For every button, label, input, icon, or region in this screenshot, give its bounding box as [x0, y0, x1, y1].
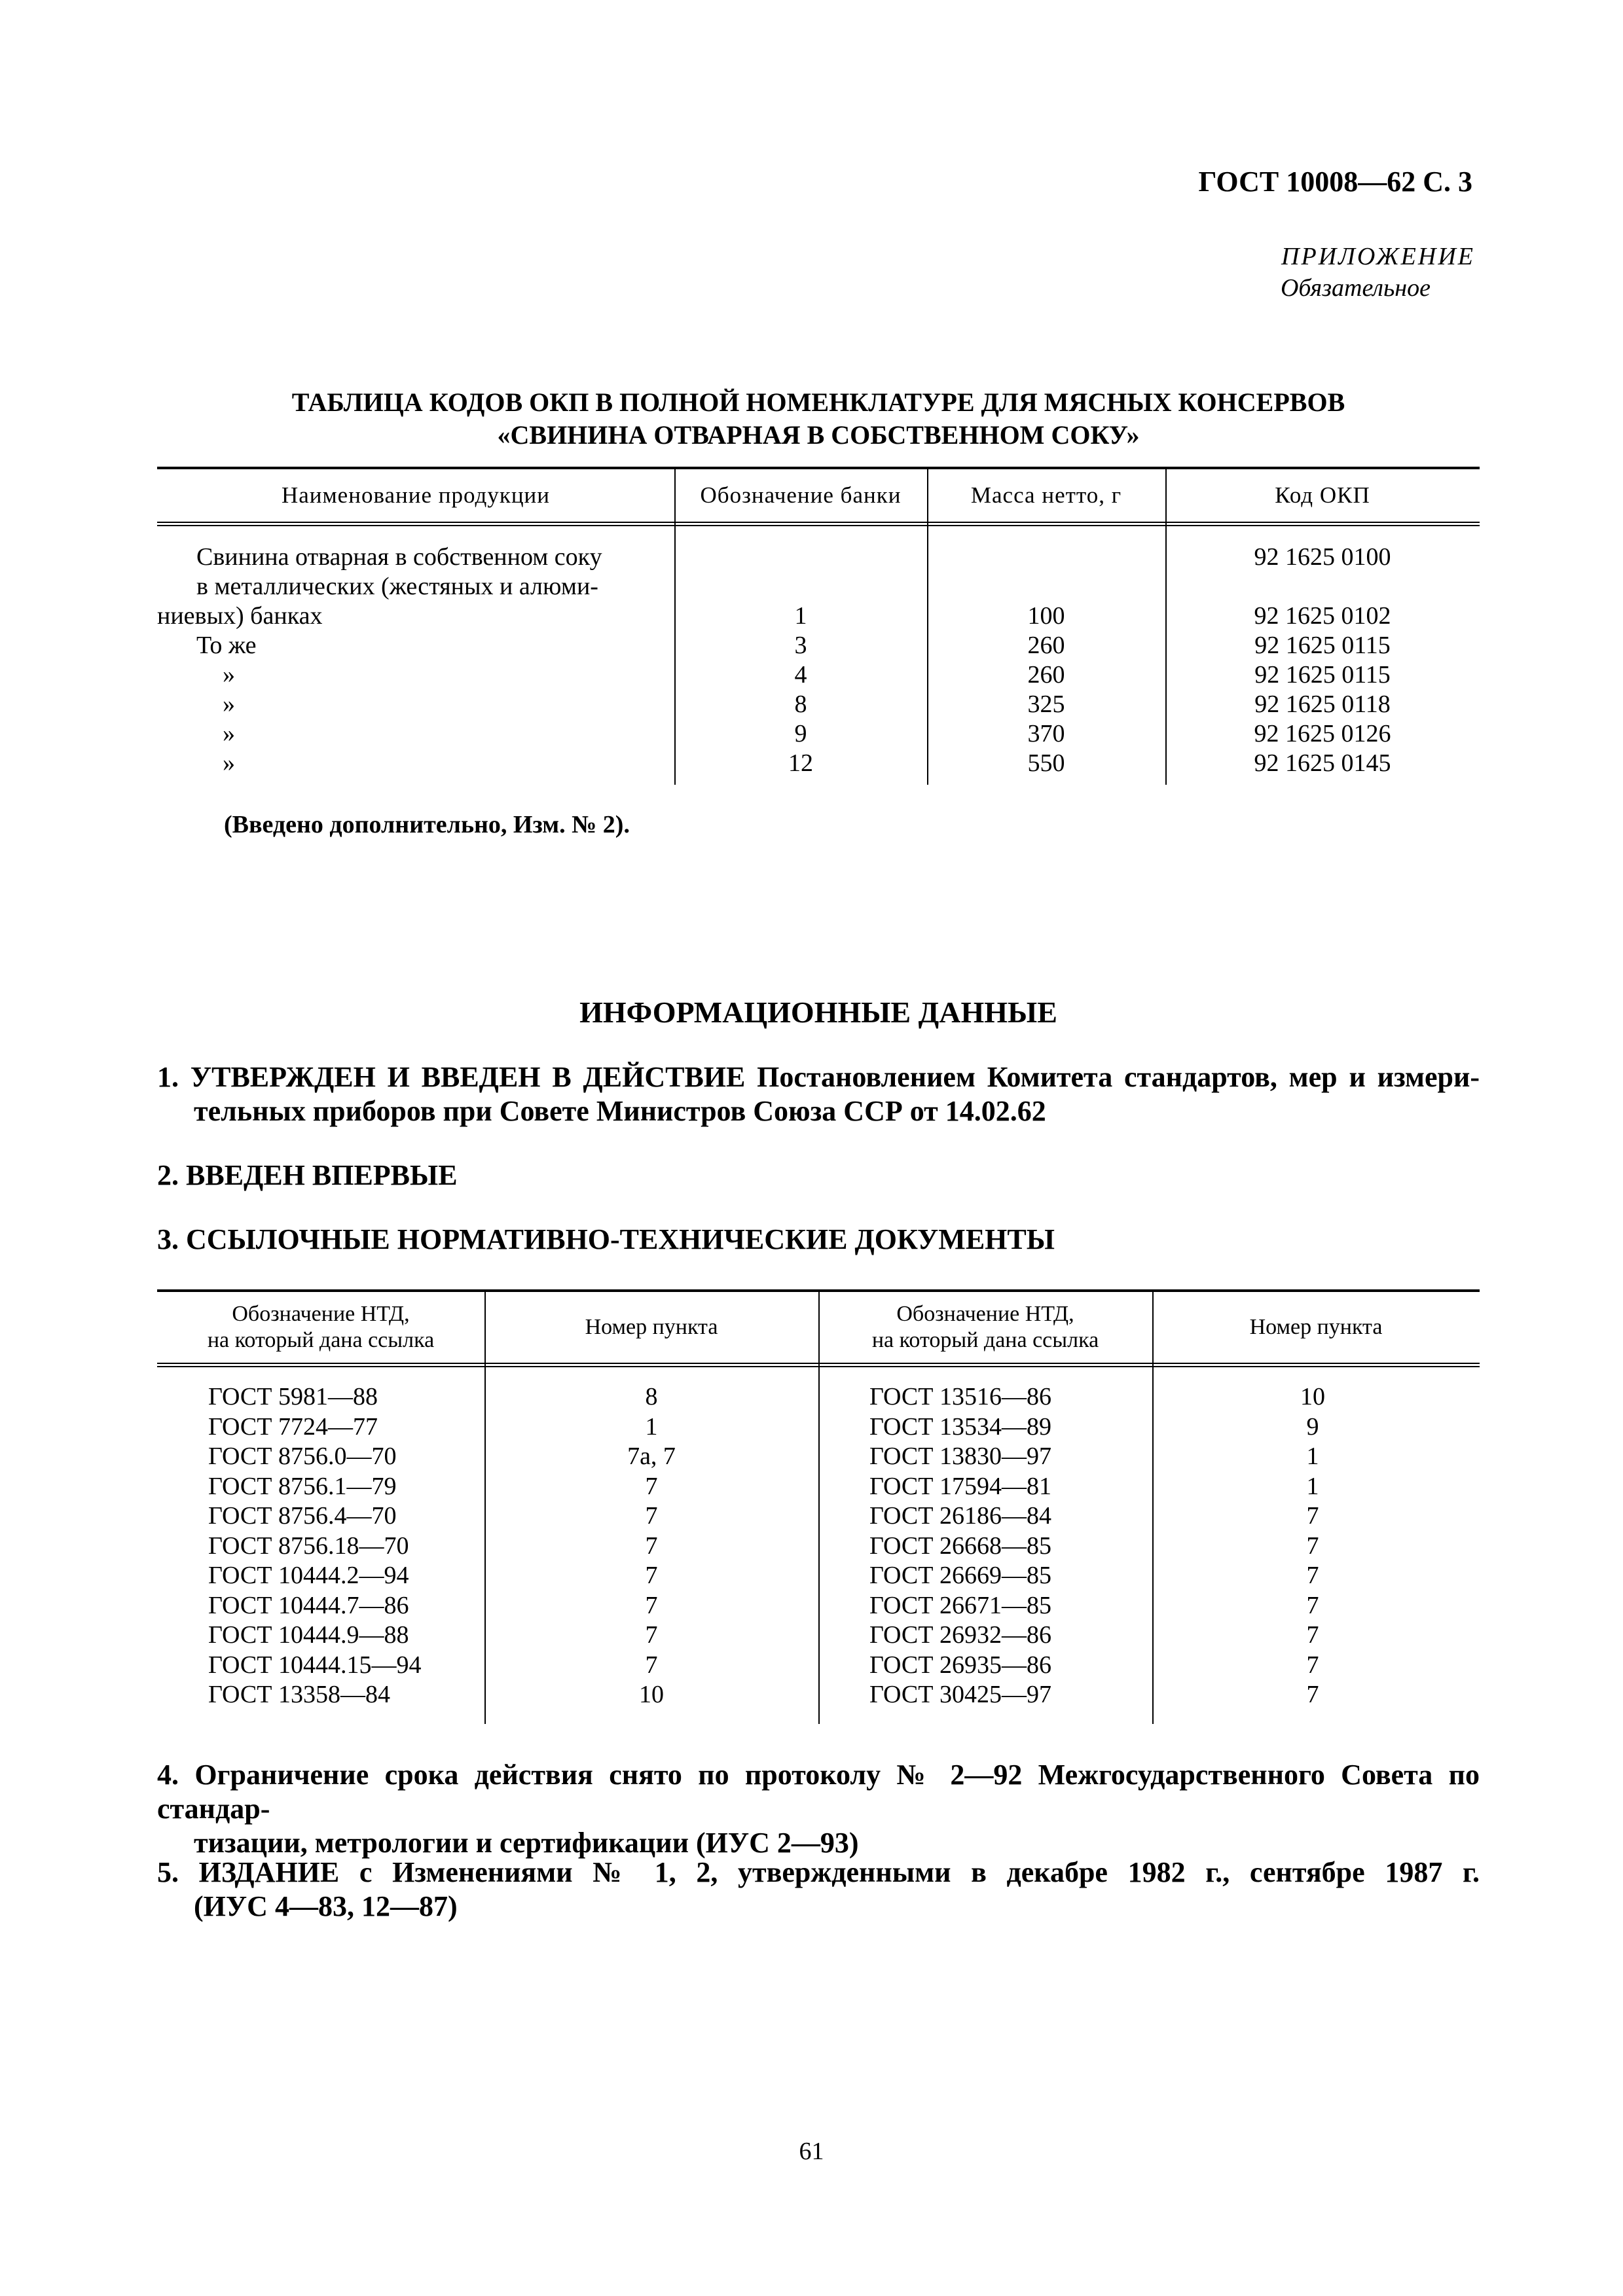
okp-code-cell: 92 1625 0145 [1254, 749, 1391, 777]
column-header-doc [818, 1292, 1152, 1363]
reference-item-cell: 7 [645, 1651, 658, 1679]
reference-item-cell: 7 [1306, 1502, 1319, 1530]
reference-doc-cell: ГОСТ 10444.7—86 [208, 1591, 409, 1619]
can-cell: 3 [794, 632, 807, 659]
okp-code-cell: 92 1625 0115 [1254, 632, 1391, 659]
column-header-code: Код ОКП [1275, 482, 1370, 508]
okp-code-cell: 92 1625 0100 [1254, 543, 1391, 571]
product-name-cell: » [223, 749, 235, 777]
product-name-cell: ниевых) банках [157, 602, 323, 630]
reference-item-cell: 7 [1306, 1591, 1319, 1619]
info-item-line: тизации, метрологии и сертификации (ИУС 2—93) [194, 1827, 859, 1859]
reference-doc-cell: ГОСТ 26669—85 [869, 1562, 1051, 1589]
reference-doc-cell: ГОСТ 17594—81 [869, 1472, 1051, 1500]
reference-item-cell: 7 [645, 1502, 658, 1530]
okp-code-cell: 92 1625 0118 [1254, 691, 1391, 718]
page-number: 61 [799, 2138, 824, 2165]
info-item-2: 2. ВВЕДЕН ВПЕРВЫЕ [157, 1159, 458, 1191]
info-item-line: 4. Ограничение срока действия снято по протоколу № 2—92 Межгосударственного Совета по стандар- [157, 1759, 1480, 1825]
reference-doc-cell: ГОСТ 26671—85 [869, 1591, 1051, 1619]
reference-item-cell: 1 [645, 1412, 658, 1441]
okp-table-title [157, 386, 1480, 452]
product-name-cell: » [223, 691, 235, 718]
info-item-line: 1. УТВЕРЖДЕН И ВВЕДЕН В ДЕЙСТВИЕ Постановлением Комитета стандартов, мер и измери- [157, 1061, 1480, 1093]
column-header-item: Номер пункта [1249, 1315, 1383, 1339]
product-name-cell: » [223, 720, 235, 747]
reference-doc-cell: ГОСТ 8756.1—79 [208, 1472, 397, 1500]
header-divider [157, 522, 1480, 526]
can-cell: 12 [788, 749, 813, 777]
reference-item-cell: 7 [1306, 1651, 1319, 1679]
reference-doc-cell: ГОСТ 26935—86 [869, 1651, 1051, 1679]
mass-cell: 100 [1027, 602, 1065, 630]
info-section-title: ИНФОРМАЦИОННЫЕ ДАННЫЕ [579, 996, 1057, 1029]
appendix-note: Обязательное [1280, 274, 1431, 302]
product-name-cell: в металлических (жестяных и алюми- [196, 573, 598, 600]
reference-item-cell: 8 [645, 1383, 658, 1410]
header-line: на который дана ссылка [207, 1328, 435, 1352]
column-header-can: Обозначение банки [700, 482, 902, 508]
amendment-note: (Введено дополнительно, Изм. № 2). [224, 811, 630, 838]
reference-documents-table [157, 1289, 1480, 1724]
reference-doc-cell: ГОСТ 10444.9—88 [208, 1621, 409, 1649]
okp-title-line: «СВИНИНА ОТВАРНАЯ В СОБСТВЕННОМ СОКУ» [497, 420, 1140, 450]
reference-item-cell: 7 [645, 1591, 658, 1619]
okp-code-cell: 92 1625 0126 [1254, 720, 1391, 747]
info-item-5 [157, 1856, 1480, 1924]
reference-item-cell: 7 [1306, 1562, 1319, 1589]
info-item-line: 5. ИЗДАНИЕ с Изменениями № 1, 2, утвержденными в декабре 1982 г., сентябре 1987 г. [157, 1856, 1480, 1888]
reference-item-cell: 7 [1306, 1532, 1319, 1560]
header-line: Обозначение НТД, [896, 1302, 1074, 1326]
mass-cell: 260 [1027, 632, 1065, 659]
reference-doc-cell: ГОСТ 8756.0—70 [208, 1443, 397, 1470]
product-name-cell: То же [196, 632, 257, 659]
reference-item-cell: 7 [645, 1621, 658, 1649]
okp-code-table [157, 467, 1480, 785]
appendix-label: ПРИЛОЖЕНИЕ [1281, 243, 1475, 270]
reference-doc-cell: ГОСТ 30425—97 [869, 1681, 1051, 1708]
column-header-doc [157, 1292, 484, 1363]
reference-item-cell: 7 [1306, 1621, 1319, 1649]
okp-code-cell: 92 1625 0102 [1254, 602, 1391, 630]
info-item-1 [157, 1060, 1480, 1128]
mass-cell: 370 [1027, 720, 1065, 747]
reference-doc-cell: ГОСТ 13516—86 [869, 1383, 1051, 1410]
okp-title-line: ТАБЛИЦА КОДОВ ОКП В ПОЛНОЙ НОМЕНКЛАТУРЕ ДЛЯ МЯСНЫХ КОНСЕРВОВ [291, 387, 1345, 417]
can-cell: 1 [794, 602, 807, 630]
reference-doc-cell: ГОСТ 13358—84 [208, 1681, 390, 1708]
reference-doc-cell: ГОСТ 13830—97 [869, 1443, 1051, 1470]
column-header-mass: Масса нетто, г [970, 482, 1122, 508]
reference-item-cell: 9 [1306, 1412, 1319, 1441]
reference-doc-cell: ГОСТ 7724—77 [208, 1412, 378, 1441]
reference-doc-cell: ГОСТ 8756.4—70 [208, 1502, 397, 1530]
product-name-cell: » [223, 661, 235, 689]
can-cell: 4 [794, 661, 807, 689]
info-item-line: тельных приборов при Совете Министров Союза ССР от 14.02.62 [194, 1095, 1046, 1127]
reference-item-cell: 7 [645, 1532, 658, 1560]
column-divider [818, 1292, 820, 1724]
reference-item-cell: 1 [1306, 1472, 1319, 1500]
info-item-4 [157, 1758, 1480, 1860]
mass-cell: 550 [1027, 749, 1065, 777]
reference-doc-cell: ГОСТ 26186—84 [869, 1502, 1051, 1530]
reference-item-cell: 7 [645, 1562, 658, 1589]
reference-item-cell: 7 [645, 1472, 658, 1500]
product-name-cell: Свинина отварная в собственном соку [196, 543, 602, 571]
mass-cell: 325 [1027, 691, 1065, 718]
reference-doc-cell: ГОСТ 8756.18—70 [208, 1532, 409, 1560]
reference-item-cell: 10 [1300, 1383, 1325, 1410]
okp-code-cell: 92 1625 0115 [1254, 661, 1391, 689]
header-line: на который дана ссылка [871, 1328, 1099, 1352]
column-header-item: Номер пункта [585, 1315, 718, 1339]
reference-doc-cell: ГОСТ 26668—85 [869, 1532, 1051, 1560]
reference-doc-cell: ГОСТ 26932—86 [869, 1621, 1051, 1649]
reference-item-cell: 1 [1306, 1443, 1319, 1470]
header-line: Обозначение НТД, [232, 1302, 410, 1326]
document-header: ГОСТ 10008—62 С. 3 [1198, 166, 1472, 198]
reference-doc-cell: ГОСТ 10444.2—94 [208, 1562, 409, 1589]
info-item-line: (ИУС 4—83, 12—87) [194, 1890, 458, 1922]
reference-item-cell: 10 [639, 1681, 664, 1708]
reference-doc-cell: ГОСТ 10444.15—94 [208, 1651, 422, 1679]
reference-item-cell: 7а, 7 [627, 1443, 676, 1470]
column-header-product: Наименование продукции [281, 482, 551, 508]
can-cell: 9 [794, 720, 807, 747]
can-cell: 8 [794, 691, 807, 718]
info-item-3: 3. ССЫЛОЧНЫЕ НОРМАТИВНО-ТЕХНИЧЕСКИЕ ДОКУМЕНТЫ [157, 1223, 1055, 1255]
mass-cell: 260 [1027, 661, 1065, 689]
reference-doc-cell: ГОСТ 13534—89 [869, 1412, 1051, 1441]
reference-item-cell: 7 [1306, 1681, 1319, 1708]
reference-doc-cell: ГОСТ 5981—88 [208, 1383, 378, 1410]
